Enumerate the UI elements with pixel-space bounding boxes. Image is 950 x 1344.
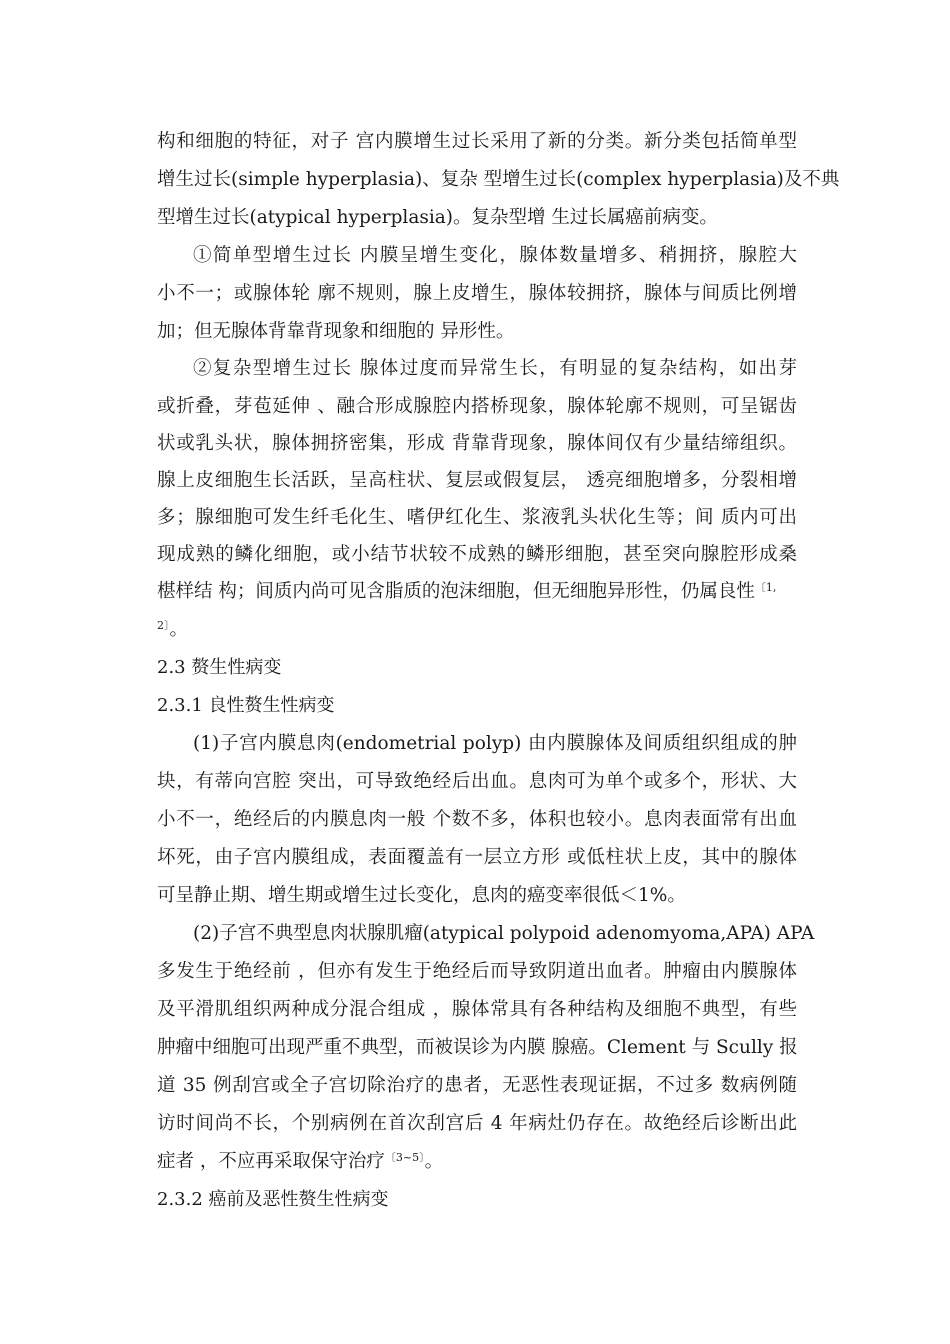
paragraph-line: ①简单型增生过长 内膜呈增生变化，腺体数量增多、稍拥挤，腺腔大 — [193, 245, 797, 266]
paragraph-line: 加；但无腺体背靠背现象和细胞的 异形性。 — [157, 321, 515, 342]
subsection-heading: 2.3.1 良性赘生性病变 — [157, 695, 335, 716]
citation-marker: 2〕 — [157, 619, 170, 632]
paragraph-line: 增生过长(simple hyperplasia)、复杂 型增生过长(complex hyperplasia)及不典 — [157, 169, 840, 190]
paragraph-line: 可呈静止期、增生期或增生过长变化，息肉的癌变率很低＜1%。 — [157, 885, 686, 906]
paragraph-line: 现成熟的鳞化细胞，或小结节状较不成熟的鳞形细胞，甚至突向腺腔形成桑 — [157, 544, 797, 565]
paragraph-line: 块，有蒂向宫腔 突出，可导致绝经后出血。息肉可为单个或多个，形状、大 — [157, 771, 797, 792]
paragraph-line: 坏死，由子宫内膜组成，表面覆盖有一层立方形 或低柱状上皮，其中的腺体 — [157, 847, 797, 868]
paragraph-line: 小不一，绝经后的内膜息肉一般 个数不多，体积也较小。息肉表面常有出血 — [157, 809, 797, 830]
paragraph-line — [157, 618, 797, 642]
paragraph-line: 多发生于绝经前 ，但亦有发生于绝经后而导致阴道出血者。肿瘤由内膜腺体 — [157, 961, 797, 982]
subsection-heading: 2.3.2 癌前及恶性赘生性病变 — [157, 1189, 389, 1210]
paragraph-line: 小不一；或腺体轮 廓不规则，腺上皮增生，腺体较拥挤，腺体与间质比例增 — [157, 283, 797, 304]
paragraph-line — [157, 1150, 797, 1174]
paragraph-line: 道 35 例刮宫或全子宫切除治疗的患者，无恶性表现证据，不过多 数病例随 — [157, 1075, 797, 1096]
line-text: 。 — [424, 1151, 444, 1172]
paragraph-line: 或折叠，芽苞延伸 、融合形成腺腔内搭桥现象，腺体轮廓不规则，可呈锯齿 — [157, 396, 797, 417]
line-text: 症者 ，不应再采取保守治疗 — [157, 1151, 385, 1172]
paragraph-line: 腺上皮细胞生长活跃，呈高柱状、复层或假复层， 透亮细胞增多，分裂相增 — [157, 470, 797, 491]
paragraph-line: 访时间尚不长，个别病例在首次刮宫后 4 年病灶仍存在。故绝经后诊断出此 — [157, 1113, 797, 1134]
line-text: 椹样结 构；间质内尚可见含脂质的泡沫细胞，但无细胞异形性，仍属良性 — [157, 581, 755, 602]
citation-marker: 〔1, — [754, 581, 777, 594]
section-heading: 2.3 赘生性病变 — [157, 657, 282, 678]
paragraph-line: ②复杂型增生过长 腺体过度而异常生长，有明显的复杂结构，如出芽 — [193, 358, 797, 379]
citation-marker: 〔3~5〕 — [384, 1151, 425, 1164]
paragraph-line: (1)子宫内膜息肉(endometrial polyp) 由内膜腺体及间质组织组成的肿 — [193, 733, 797, 754]
paragraph-line — [157, 580, 797, 604]
paragraph-line: 构和细胞的特征，对子 宫内膜增生过长采用了新的分类。新分类包括简单型 — [157, 131, 797, 152]
paragraph-line: 型增生过长(atypical hyperplasia)。复杂型增 生过长属癌前病变。 — [157, 207, 718, 228]
paragraph-line: 肿瘤中细胞可出现严重不典型，而被误诊为内膜 腺癌。Clement 与 Scully 报 — [157, 1037, 798, 1058]
paragraph-line: 状或乳头状，腺体拥挤密集，形成 背靠背现象，腺体间仅有少量结缔组织。 — [157, 433, 797, 454]
paragraph-line: 及平滑肌组织两种成分混合组成 ，腺体常具有各种结构及细胞不典型，有些 — [157, 999, 797, 1020]
line-text: 。 — [169, 619, 189, 640]
paragraph-line: 多；腺细胞可发生纤毛化生、嗜伊红化生、浆液乳头状化生等；间 质内可出 — [157, 507, 797, 528]
paragraph-line: (2)子宫不典型息肉状腺肌瘤(atypical polypoid adenomyoma,APA) APA — [193, 923, 815, 944]
